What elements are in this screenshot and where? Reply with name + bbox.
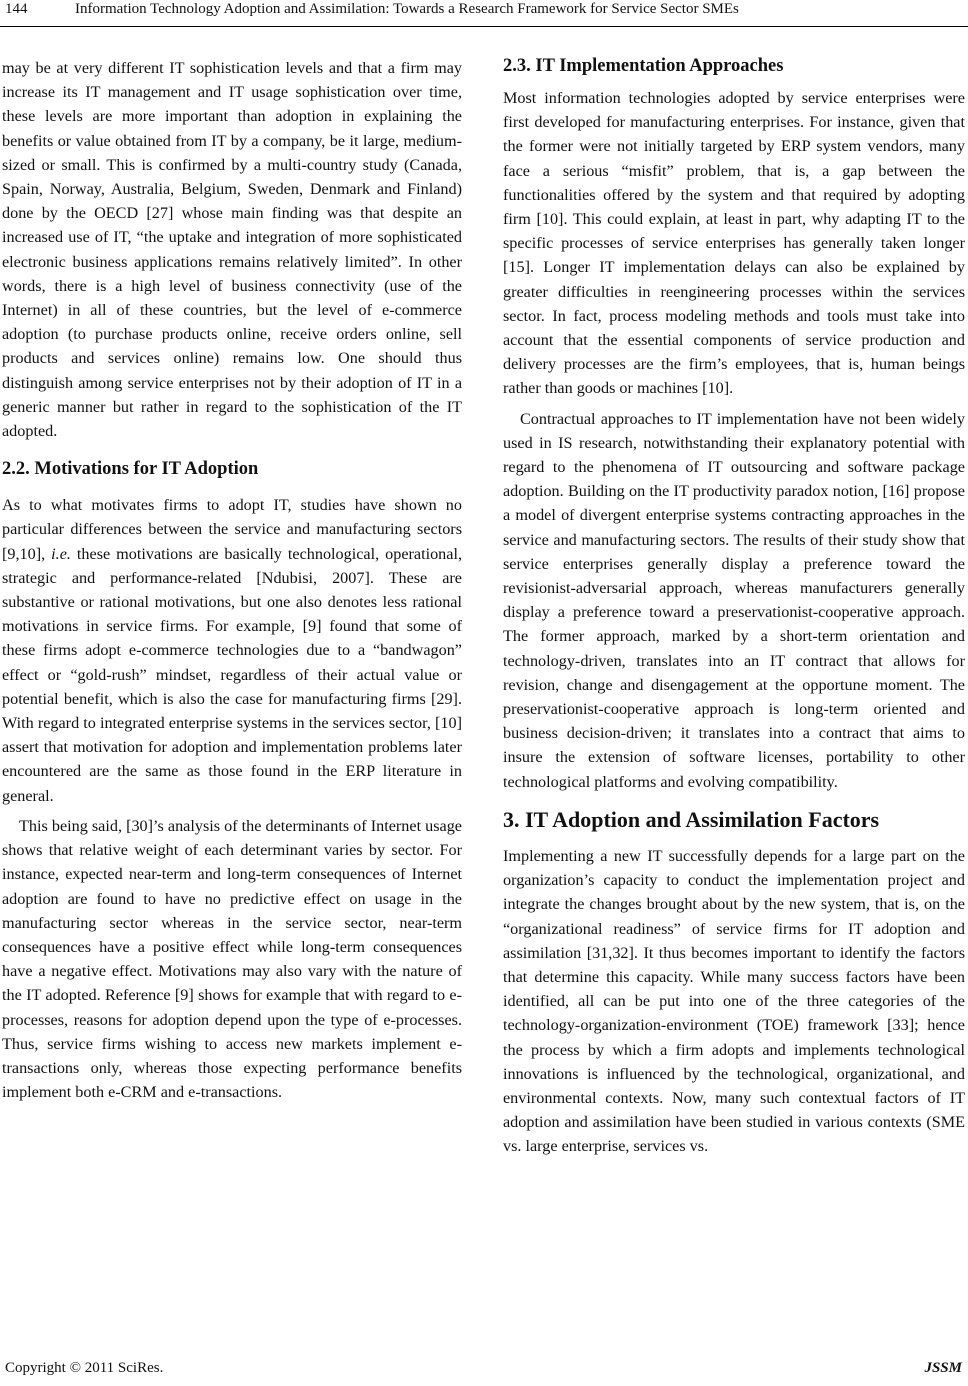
left-paragraph-2-end: these motivations are basically technological, operational, strategic and performance-related [Ndubisi, 2007]. These are substantive or rational motivations, but one also denotes less rational motivations in service firms. For example, [9] found that some of these firms adopt e-commerce technologies due to a “bandwagon” effect or “gold-rush” mindset, regardless of their actual value or potential benefit, which is also the case for manufacturing firms [29]. With regard to integrated enterprise systems in the services sector, [10] assert that motivation for adoption and implementation problems later encountered are the same as those found in the ERP literature in general. [2, 544, 462, 805]
section-heading-2-2: 2.2. Motivations for IT Adoption [2, 459, 259, 480]
left-paragraph-2-start: As to what motivates firms to adopt IT, studies have shown no particular differences between the service and manufacturing sectors [9,10], [2, 496, 462, 563]
right-paragraph-2: Contractual approaches to IT implementation have not been widely used in IS research, notwithstanding their explanatory potential with regard to the phenomena of IT outsourcing and software package adoption. Building on the IT productivity paradox notion, [16] propose a model of divergent enterprise systems contracting approaches in the service and manufacturing sectors. The results of their study show that service enterprises generally display a preference toward the revisionist-adversarial approach, whereas manufacturers generally display a preference toward a preservationist-cooperative approach. The former approach, marked by a short-term orientation and technology-driven, translates into an IT contract that allows for revision, change and disengagement at the opportune moment. The preservationist-cooperative approach is long-term oriented and business decision-driven; it translates into a contract that aims to insure the extension of software licenses, portability to other technological platforms and evolving compatibility. [503, 409, 965, 791]
section-heading-3: 3. IT Adoption and Assimilation Factors [503, 806, 880, 832]
page-header [0, 0, 968, 38]
left-paragraph-1: may be at very different IT sophistication levels and that a firm may increase its IT management and IT usage sophistication over time, these levels are more important than adoption in explaining the benefits or value obtained from IT by a company, be it large, medium-sized or small. This is confirmed by a multi-country study (Canada, Spain, Norway, Australia, Belgium, Sweden, Denmark and Finland) done by the OECD [27] whose main finding was that despite an increased use of IT, “the uptake and integration of more sophisticated electronic business applications remains relatively limited”. In other words, there is a high level of business connectivity (use of the Internet) in all of these countries, but the level of e-commerce adoption (to purchase products online, receive orders online, sell products and services online) remains low. One should thus distinguish among service enterprises not by their adoption of IT in a generic manner but rather in regard to the sophistication of the IT adopted. [2, 59, 462, 441]
right-paragraph-3: Implementing a new IT successfully depends for a large part on the organization’s capacity to conduct the implementation project and integrate the changes brought about by the new system, that is, on the “organizational readiness” of service firms for IT adoption and assimilation [31,32]. It thus becomes important to identify the factors that determine this capacity. While many success factors have been identified, all can be put into one of the three categories of the technology-organization-environment (TOE) framework [33]; hence the process by which a firm adopts and implements technological innovations is influenced by the technological, organizational, and environmental contexts. Now, many such contextual factors of IT adoption and assimilation have been studied in various contexts (SME vs. large enterprise, services vs. [503, 846, 965, 1156]
running-title: Information Technology Adoption and Assimilation: Towards a Research Framework for Service Sector SMEs [75, 1, 739, 17]
left-column [2, 56, 462, 1104]
right-column [503, 56, 965, 1159]
ie-abbreviation: i.e. [51, 544, 71, 563]
section-heading-2-3: 2.3. IT Implementation Approaches [503, 56, 784, 76]
right-paragraph-1: Most information technologies adopted by service enterprises were first developed for manufacturing enterprises. For instance, given that the former were not initially targeted by ERP system vendors, many face a serious “misfit” problem, that is, a gap between the functionalities offered by the system and that required by adopting firm [10]. This could explain, at least in part, why adapting IT to the specific processes of service enterprises has generally taken longer [15]. Longer IT implementation delays can also be explained by greater difficulties in reengineering processes within the services sector. In fact, process modeling methods and tools must take into account that the essential components of service production and delivery processes are the firm’s employees, that is, human beings rather than goods or machines [10]. [503, 89, 965, 398]
journal-abbreviation: JSSM [924, 1360, 962, 1376]
left-paragraph-3: This being said, [30]’s analysis of the determinants of Internet usage shows that relative weight of each determinant varies by sector. For instance, expected near-term and long-term consequences of Internet adoption are found to have no predictive effect on usage in the manufacturing sector whereas in the service sector, near-term consequences have a positive effect while long-term consequences have a negative effect. Motivations may also vary with the nature of the IT adopted. Reference [9] shows for example that with regard to e-processes, reasons for adoption depend upon the type of e-processes. Thus, service firms wishing to access new markets implement e-transactions only, whereas those expecting performance benefits implement both e-CRM and e-transactions. [2, 816, 462, 1102]
header-divider [0, 26, 968, 27]
left-paragraph-2 [2, 493, 462, 808]
page-footer [0, 1360, 968, 1386]
copyright-notice: Copyright © 2011 SciRes. [5, 1360, 164, 1376]
page-number: 144 [5, 1, 28, 17]
